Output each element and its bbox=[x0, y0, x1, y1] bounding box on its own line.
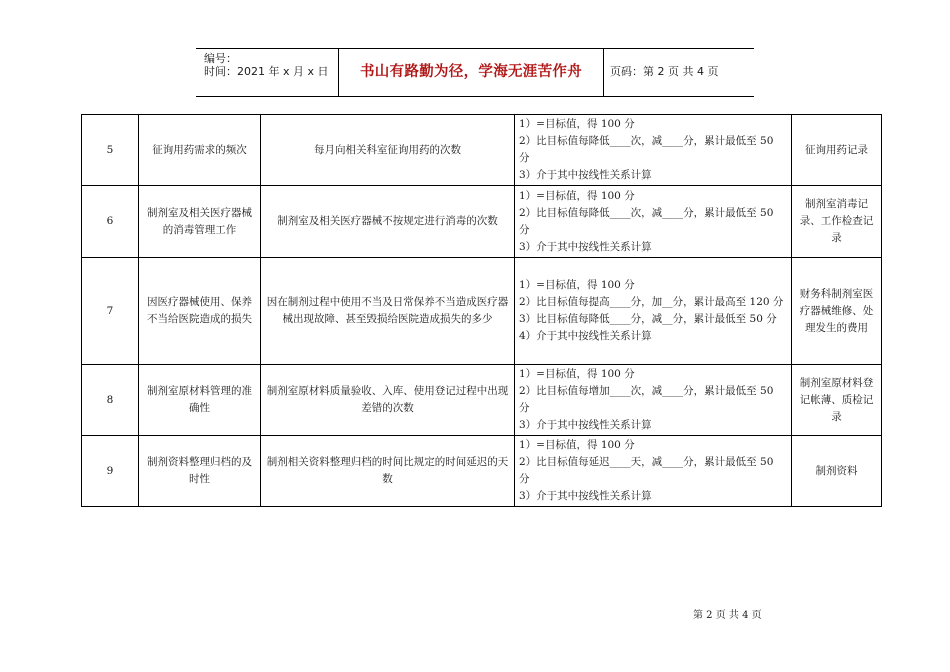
scoring-rules bbox=[515, 115, 792, 186]
scoring-rules bbox=[515, 436, 792, 507]
document-date: 时间：2021 年 x 月 x 日 bbox=[204, 65, 329, 78]
header-bottom-rule bbox=[196, 96, 754, 97]
rule-line: 2）比目标值每增加____次，减____分，累计最低至 50 分 bbox=[519, 385, 774, 414]
indicator-definition: 制剂室及相关医疗器械不按规定进行消毒的次数 bbox=[261, 186, 515, 258]
motto-text: 书山有路勤为径，学海无涯苦作舟 bbox=[360, 64, 582, 80]
data-source: 财务科制剂室医疗器械维修、处理发生的费用 bbox=[792, 258, 882, 365]
header-divider-right bbox=[603, 48, 604, 96]
table-row bbox=[82, 258, 882, 365]
rule-line: 3）介于其中按线性关系计算 bbox=[519, 419, 652, 431]
row-number: 6 bbox=[82, 186, 139, 258]
indicator-name: 因医疗器械使用、保养不当给医院造成的损失 bbox=[139, 258, 261, 365]
indicator-definition: 制剂相关资料整理归档的时间比规定的时间延迟的天数 bbox=[261, 436, 515, 507]
table-row bbox=[82, 436, 882, 507]
rule-line: 2）比目标值每延迟____天，减____分，累计最低至 50 分 bbox=[519, 456, 774, 485]
row-number: 7 bbox=[82, 258, 139, 365]
indicator-name: 制剂室原材料管理的准确性 bbox=[139, 365, 261, 436]
data-source: 征询用药记录 bbox=[792, 115, 882, 186]
row-number: 5 bbox=[82, 115, 139, 186]
indicator-name: 制剂资料整理归档的及时性 bbox=[139, 436, 261, 507]
table-row bbox=[82, 115, 882, 186]
page-footer: 第 2 页 共 4 页 bbox=[693, 610, 762, 621]
rule-line: 3）介于其中按线性关系计算 bbox=[519, 240, 652, 253]
rule-line: 1）=目标值，得 100 分 bbox=[519, 118, 635, 130]
scoring-rules bbox=[515, 365, 792, 436]
indicator-definition: 因在制剂过程中使用不当及日常保养不当造成医疗器械出现故障、甚至毁损给医院造成损失的多少 bbox=[261, 258, 515, 365]
row-number: 8 bbox=[82, 365, 139, 436]
table-row bbox=[82, 186, 882, 258]
document-number-label: 编号： bbox=[204, 52, 237, 65]
scoring-rules bbox=[515, 258, 792, 365]
data-source: 制剂室消毒记录、工作检查记录 bbox=[792, 186, 882, 258]
indicator-name: 征询用药需求的频次 bbox=[139, 115, 261, 186]
rule-line: 1）=目标值，得 100 分 bbox=[519, 279, 635, 291]
indicator-definition: 制剂室原材料质量验收、入库、使用登记过程中出现差错的次数 bbox=[261, 365, 515, 436]
indicator-name: 制剂室及相关医疗器械的消毒管理工作 bbox=[139, 186, 261, 258]
rule-line: 1）=目标值，得 100 分 bbox=[519, 189, 635, 202]
rule-line: 3）介于其中按线性关系计算 bbox=[519, 169, 652, 181]
rule-line: 4）介于其中按线性关系计算 bbox=[519, 330, 652, 342]
kpi-table bbox=[81, 114, 882, 507]
header-divider-left bbox=[338, 48, 339, 96]
rule-line: 1）=目标值，得 100 分 bbox=[519, 439, 635, 451]
rule-line: 3）介于其中按线性关系计算 bbox=[519, 490, 652, 502]
rule-line: 2）比目标值每降低____次，减____分，累计最低至 50 分 bbox=[519, 135, 774, 164]
data-source: 制剂资料 bbox=[792, 436, 882, 507]
scoring-rules bbox=[515, 186, 792, 258]
indicator-definition: 每月向相关科室征询用药的次数 bbox=[261, 115, 515, 186]
header-top-rule bbox=[196, 48, 754, 49]
rule-line: 2）比目标值每提高____分，加__分，累计最高至 120 分 bbox=[519, 296, 784, 308]
rule-line: 3）比目标值每降低____分，减__分，累计最低至 50 分 bbox=[519, 313, 777, 325]
table-row bbox=[82, 365, 882, 436]
rule-line: 2）比目标值每降低____次，减____分，累计最低至 50 分 bbox=[519, 206, 774, 236]
data-source: 制剂室原材料登记帐薄、质检记录 bbox=[792, 365, 882, 436]
row-number: 9 bbox=[82, 436, 139, 507]
rule-line: 1）=目标值，得 100 分 bbox=[519, 368, 635, 380]
page-indicator: 页码：第 2 页 共 4 页 bbox=[610, 65, 719, 78]
